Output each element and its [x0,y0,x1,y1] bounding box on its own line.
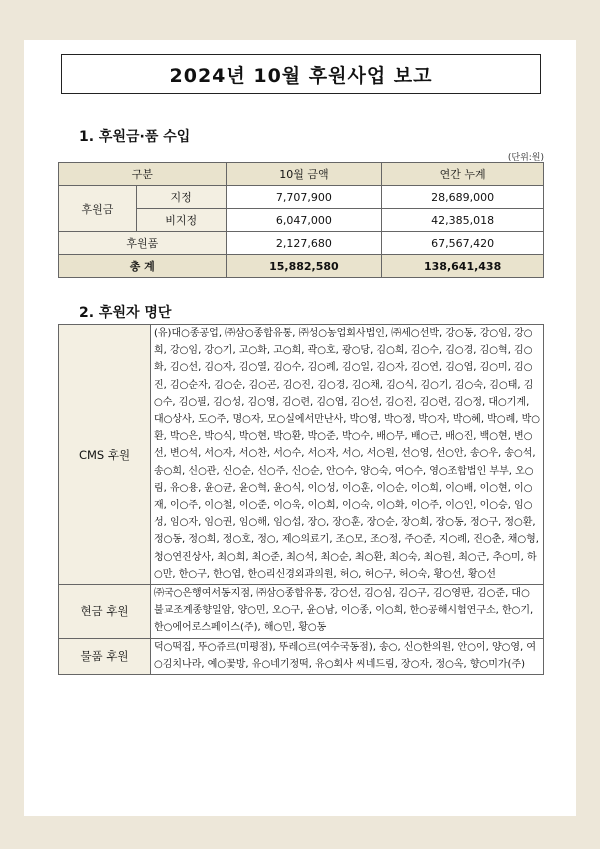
goods-annual-value: 67,567,420 [382,232,544,255]
table-row [59,232,544,255]
total-annual-value: 138,641,438 [382,255,544,278]
report-title: 2024년 10월 후원사업 보고 [61,54,541,94]
donor-names: ㈜국○은행여서동지점, ㈜삼○종합유통, 강○선, 김○심, 김○구, 김○영판, 김○준, 대○불교조계종향일암, 양○민, 오○구, 윤○남, 이○종, 이○희, 한○공해시험연구소, 한○기, 한○에어로스페이스(주), 해○민, 황○동 [151,585,544,639]
header-month: 10월 금액 [226,163,382,186]
donation-label: 후원금 [59,186,137,232]
income-table [58,162,544,278]
donor-group-row [59,325,544,585]
donor-names: 덕○떡집, 뚜○쥬르(미평점), 뚜레○르(여수국동점), 송○, 신○한의원, 안○이, 양○영, 여○김치나라, 예○꽃방, 유○네기정떡, 유○회사 씨네드림, 장○자, 정○옥, 향○미가(주) [151,638,544,674]
section2-heading: 2. 후원자 명단 [79,305,172,321]
table-row [59,186,544,209]
row-sub-label: 비지정 [136,209,226,232]
row-month-value: 6,047,000 [226,209,382,232]
header-category: 구분 [59,163,227,186]
row-sub-label: 지정 [136,186,226,209]
unit-label: (단위:원) [507,153,544,163]
row-month-value: 7,707,900 [226,186,382,209]
section1-heading: 1. 후원금·품 수입 [79,129,191,145]
donor-table [58,324,544,675]
total-month-value: 15,882,580 [226,255,382,278]
total-row [59,255,544,278]
row-annual-value: 42,385,018 [382,209,544,232]
row-annual-value: 28,689,000 [382,186,544,209]
header-annual: 연간 누계 [382,163,544,186]
donor-group-label: 물품 후원 [59,638,151,674]
income-header-row [59,163,544,186]
document-page [24,40,576,816]
donor-names: (유)대○종공업, ㈜삼○종합유통, ㈜성○농업회사법인, ㈜세○선박, 강○동, 강○임, 강○희, 강○임, 강○기, 고○화, 고○희, 곽○호, 광○당, 김○희, 김○수, 김○경, 김○혁, 김○화, 김○선, 김○자, 김○열, 김○수, 김○례, 김○일, 김○자, 김○연, 김○엽, 김○미, 김○진, 김○순자, 김○순, 김○곤, 김○진, 김○경, 김○채, 김○식, 김○기, 김○숙, 김○태, 김○수, 김○필, 김○성, 김○영, 김○련, 김○엽, 김○선, 김○진, 김○련, 김○정, 대○기계, 대○상사, 도○주, 명○자, 모○실에서만난사, 박○영, 박○정, 박○자, 박○혜, 박○례, 박○환, 박○은, 박○식, 박○현, 박○환, 박○준, 박○수, 배○무, 배○근, 배○진, 백○현, 변○선, 변○석, 서○자, 서○찬, 서○수, 서○자, 서○, 서○원, 선○영, 선○안, 송○우, 송○석, 송○희, 신○관, 신○순, 신○주, 신○순, 안○수, 양○숙, 여○수, 영○조합법인 부부, 오○림, 유○용, 윤○균, 윤○혁, 윤○식, 이○성, 이○훈, 이○순, 이○희, 이○배, 이○현, 이○재, 이○주, 이○철, 이○준, 이○욱, 이○희, 이○숙, 이○화, 이○주, 이○인, 이○승, 임○성, 임○자, 임○권, 임○해, 임○섭, 장○, 장○훈, 장○순, 장○희, 장○동, 정○구, 정○환, 정○동, 정○희, 정○호, 정○, 제○의료기, 조○모, 조○정, 주○준, 지○례, 진○춘, 채○형, 청○연진상사, 최○희, 최○준, 최○석, 최○순, 최○환, 최○숙, 최○원, 최○근, 추○미, 하○만, 한○구, 한○엽, 한○리신경외과의원, 허○, 허○구, 허○숙, 황○선, 황○선 [151,325,544,585]
donor-group-label: 현금 후원 [59,585,151,639]
goods-label: 후원품 [59,232,227,255]
donor-group-row [59,638,544,674]
donor-group-row [59,585,544,639]
total-label: 총 계 [59,255,227,278]
donor-group-label: CMS 후원 [59,325,151,585]
goods-month-value: 2,127,680 [226,232,382,255]
